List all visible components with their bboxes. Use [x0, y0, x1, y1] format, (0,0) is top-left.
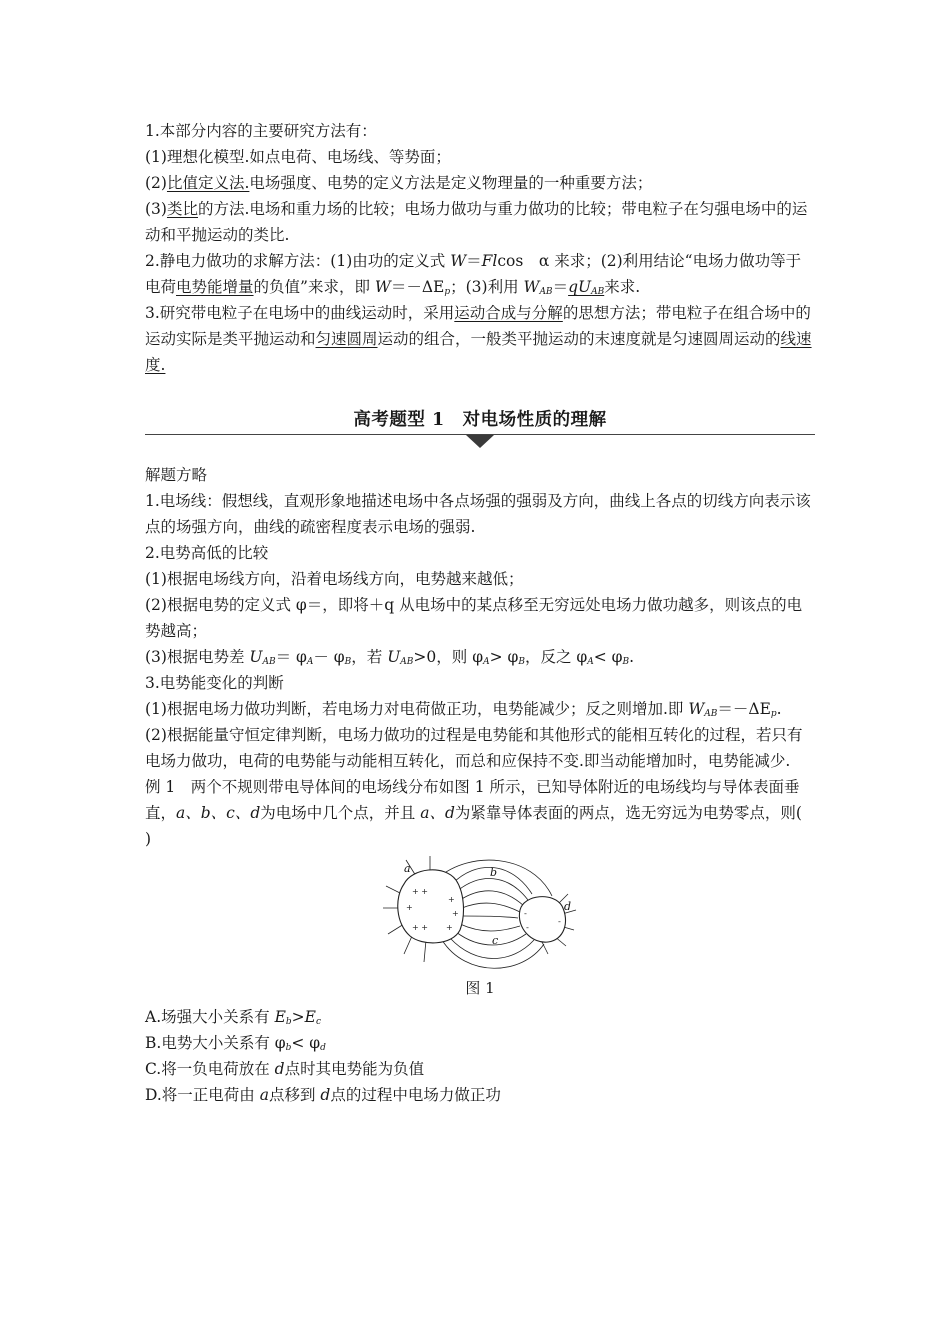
field-line: [456, 932, 526, 945]
positive-charge: +: [448, 895, 455, 904]
field-line: [460, 924, 520, 931]
option-b: B.电势大小关系有 $\varphi_b< \varphi_d$: [145, 1034, 326, 1053]
point-label-b: b: [490, 866, 498, 879]
field-line: [462, 916, 518, 918]
strategy-line-3: 3.电势能变化的判断: [145, 674, 284, 692]
keyword-underline: 匀速圆周: [315, 330, 378, 348]
field-line: [462, 903, 520, 912]
strategy-line-2: 2.电势高低的比较: [145, 544, 269, 562]
strategy-heading: 解题方略: [145, 466, 208, 484]
point-label-a: a: [404, 862, 411, 875]
negative-charge: -: [558, 917, 561, 926]
figure-caption: 图 1: [465, 979, 495, 997]
positive-charge: +: [446, 923, 453, 932]
document-page: [145, 118, 833, 1108]
intro-line-5: 2.静电力做功的求解方法：(1)由功的定义式 W＝Flcos α 来求；(2)利用结论“电场力做功等于电荷电势能增量的负值”来求，即 $W=-\Delta E_p$；(3)利用 $W_{AB}=qU_{AB}$来求.: [145, 252, 802, 297]
intro-line-6: 3.研究带电粒子在电场中的曲线运动时，采用运动合成与分解的思想方法；带电粒子在组合场中的运动实际是类平抛运动和匀速圆周运动的组合，一般类平抛运动的末速度就是匀速圆周运动的线速度.: [145, 304, 812, 374]
intro-line-1: 1.本部分内容的主要研究方法有：: [145, 122, 377, 140]
keyword-underline: $qU_{AB}$: [568, 278, 605, 297]
strategy-line-2-3: (3)根据电势差 $U_{AB}= \varphi_A- \varphi_B$，若 $U_{AB}>0$，则 $\varphi_A> \varphi_B$，反之 $\varphi_A< \varphi_B$.: [145, 648, 635, 667]
positive-charge: + +: [412, 887, 428, 896]
option-a: A.场强大小关系有 $E_b>E_c$: [145, 1008, 322, 1027]
intro-line-2: (1)理想化模型.如点电荷、电场线、等势面；: [145, 148, 451, 166]
strategy-line-2-2: (2)根据电势的定义式 φ＝，即将＋q 从电场中的某点移至无穷远处电场力做功越多，则该点的电势越高；: [145, 596, 803, 640]
strategy-line-3-1: (1)根据电场力做功判断，若电场力对电荷做正功，电势能减少；反之则增加.即 $W_{AB}=-\Delta E_p$.: [145, 700, 782, 719]
field-line: [456, 879, 528, 900]
strategy-line-1: 1.电场线：假想线，直观形象地描述电场中各点场强的强弱及方向，曲线上各点的切线方向表示该点的场强方向，曲线的疏密程度表示电场的强弱.: [145, 492, 811, 536]
point-label-c: c: [492, 934, 499, 947]
field-line: [424, 940, 426, 962]
option-d: D.将一正电荷由 a点移到 d点的过程中电场力做正功: [145, 1086, 501, 1104]
point-label-d: d: [564, 900, 572, 913]
keyword-underline: 类比: [166, 200, 198, 218]
example-question: 例 1 两个不规则带电导体间的电场线分布如图 1 所示，已知导体附近的电场线均与导体表面垂直，a、b、c、d为电场中几个点，并且 a、d为紧靠导体表面的两点，选无穷远为电势零点，则( ): [145, 778, 833, 848]
positive-charge: +: [406, 903, 413, 912]
field-line: [542, 942, 548, 954]
strategy-line-2-1: (1)根据电场线方向，沿着电场线方向，电势越来越低；: [145, 570, 524, 588]
positive-charge: +: [452, 909, 459, 918]
keyword-underline: 比值定义法.: [166, 174, 250, 192]
field-lines-diagram: [382, 854, 578, 974]
electric-field-figure: [145, 854, 815, 974]
strategy-line-3-2: (2)根据能量守恒定律判断，电场力做功的过程是电势能和其他形式的能相互转化的过程，若只有电场力做功，电荷的电势能与动能相互转化，而总和应保持不变.即当动能增加时，电势能减少.: [145, 726, 803, 770]
negative-charge: -: [526, 923, 529, 932]
section-header: [145, 402, 815, 448]
negative-charge: -: [524, 909, 527, 918]
intro-line-3: (2)比值定义法.电场强度、电势的定义方法是定义物理量的一种重要方法；: [145, 174, 653, 192]
section-title: 高考题型 1 对电场性质的理解: [353, 410, 607, 430]
keyword-underline: 运动合成与分解: [454, 304, 563, 322]
positive-charge: + +: [412, 923, 428, 932]
triangle-down-icon: [466, 435, 494, 448]
keyword-underline: 线速度.: [145, 330, 812, 374]
keyword-underline: 电势能增量: [176, 278, 254, 296]
intro-line-4: (3)类比的方法.电场和重力场的比较；电场力做功与重力做功的比较；带电粒子在匀强电场中的运动和平抛运动的类比.: [145, 200, 808, 244]
field-line: [404, 936, 412, 954]
option-c: C.将一负电荷放在 d点时其电势能为负值: [145, 1060, 425, 1078]
